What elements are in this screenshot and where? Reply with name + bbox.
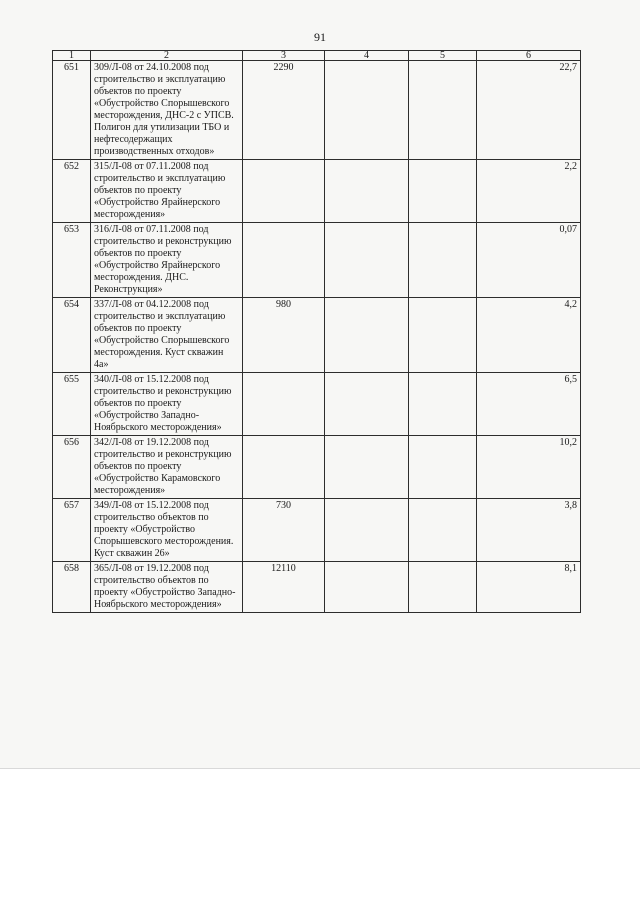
table-row xyxy=(53,499,581,562)
row-col4-value xyxy=(325,298,409,373)
row-description: 342/Л-08 от 19.12.2008 под строительство и реконструкцию объектов по проекту «Обустройство Карамовского месторождения» xyxy=(91,436,243,499)
row-col5-value xyxy=(409,499,477,562)
row-col6-value: 22,7 xyxy=(477,61,581,160)
row-number: 653 xyxy=(53,223,91,298)
row-col3-value: 730 xyxy=(243,499,325,562)
row-description: 365/Л-08 от 19.12.2008 под строительство объектов по проекту «Обустройство Западно-Ноябрьского месторождения» xyxy=(91,562,243,613)
row-col3-value xyxy=(243,223,325,298)
row-description: 309/Л-08 от 24.10.2008 под строительство и эксплуатацию объектов по проекту «Обустройство Спорышевского месторождения, ДНС-2 с УПСВ. Полигон для утилизации ТБО и нефтесодержащих производственных отходов» xyxy=(91,61,243,160)
column-header-5: 5 xyxy=(409,51,477,61)
row-col6-value: 8,1 xyxy=(477,562,581,613)
row-number: 655 xyxy=(53,373,91,436)
table-body xyxy=(53,61,581,613)
table-row xyxy=(53,61,581,160)
row-col3-value: 12110 xyxy=(243,562,325,613)
column-header-2: 2 xyxy=(91,51,243,61)
row-col6-value: 6,5 xyxy=(477,373,581,436)
row-col3-value: 2290 xyxy=(243,61,325,160)
row-number: 652 xyxy=(53,160,91,223)
column-header-1: 1 xyxy=(53,51,91,61)
row-col3-value xyxy=(243,160,325,223)
row-number: 651 xyxy=(53,61,91,160)
row-col4-value xyxy=(325,499,409,562)
table-row xyxy=(53,160,581,223)
row-col5-value xyxy=(409,298,477,373)
row-description: 316/Л-08 от 07.11.2008 под строительство и реконструкцию объектов по проекту «Обустройство Ярайнерского месторождения. ДНС. Реконструкция» xyxy=(91,223,243,298)
table-row xyxy=(53,562,581,613)
page-number: 91 xyxy=(314,30,326,44)
row-number: 656 xyxy=(53,436,91,499)
row-description: 337/Л-08 от 04.12.2008 под строительство и эксплуатацию объектов по проекту «Обустройство Спорышевского месторождения. Куст скважин 4а» xyxy=(91,298,243,373)
row-col6-value: 3,8 xyxy=(477,499,581,562)
row-col3-value xyxy=(243,373,325,436)
row-number: 657 xyxy=(53,499,91,562)
row-col6-value: 10,2 xyxy=(477,436,581,499)
row-col6-value: 4,2 xyxy=(477,298,581,373)
row-col3-value: 980 xyxy=(243,298,325,373)
header-row xyxy=(53,51,581,61)
table-row xyxy=(53,298,581,373)
column-header-4: 4 xyxy=(325,51,409,61)
row-col5-value xyxy=(409,223,477,298)
column-header-6: 6 xyxy=(477,51,581,61)
row-col6-value: 2,2 xyxy=(477,160,581,223)
row-col4-value xyxy=(325,223,409,298)
row-col6-value: 0,07 xyxy=(477,223,581,298)
row-col4-value xyxy=(325,160,409,223)
data-table xyxy=(52,50,581,613)
column-header-3: 3 xyxy=(243,51,325,61)
row-col4-value xyxy=(325,61,409,160)
row-description: 315/Л-08 от 07.11.2008 под строительство и эксплуатацию объектов по проекту «Обустройство Ярайнерского месторождения» xyxy=(91,160,243,223)
row-description: 340/Л-08 от 15.12.2008 под строительство и реконструкцию объектов по проекту «Обустройство Западно-Ноябрьского месторождения» xyxy=(91,373,243,436)
row-number: 654 xyxy=(53,298,91,373)
row-col4-value xyxy=(325,562,409,613)
row-col4-value xyxy=(325,373,409,436)
table-row xyxy=(53,436,581,499)
row-col5-value xyxy=(409,562,477,613)
row-col3-value xyxy=(243,436,325,499)
row-description: 349/Л-08 от 15.12.2008 под строительство объектов по проекту «Обустройство Спорышевского месторождения. Куст скважин 26» xyxy=(91,499,243,562)
row-col4-value xyxy=(325,436,409,499)
row-col5-value xyxy=(409,373,477,436)
table-row xyxy=(53,223,581,298)
row-col5-value xyxy=(409,61,477,160)
row-col5-value xyxy=(409,160,477,223)
table-row xyxy=(53,373,581,436)
row-number: 658 xyxy=(53,562,91,613)
row-col5-value xyxy=(409,436,477,499)
